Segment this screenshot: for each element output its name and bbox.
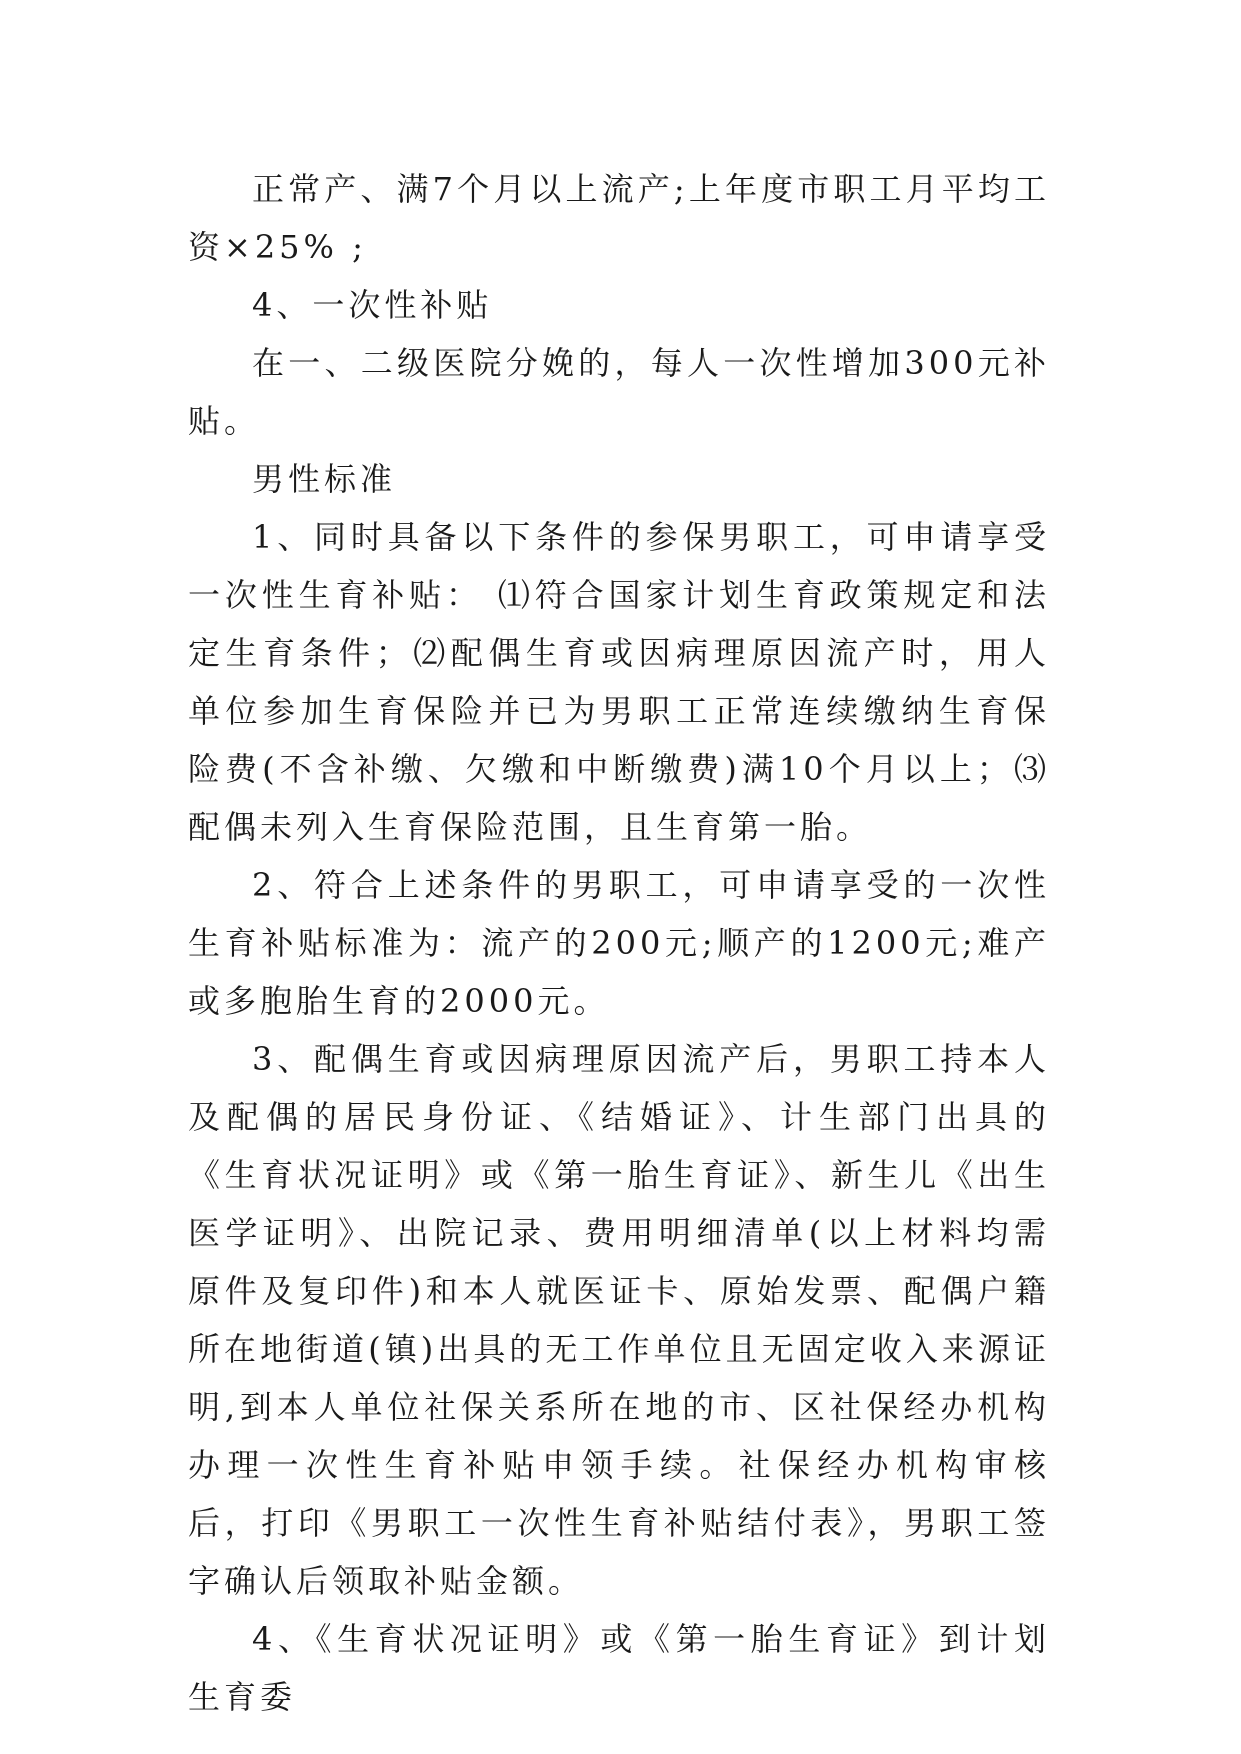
paragraph-normal-birth-allowance: 正常产、满7个月以上流产;上年度市职工月平均工资×25% ; xyxy=(188,170,1050,266)
heading-one-time-subsidy: 4、一次性补贴 xyxy=(252,286,493,324)
document-body xyxy=(188,160,1050,1726)
heading-male-standard: 男性标准 xyxy=(252,460,397,498)
paragraph-hospital-subsidy: 在一、二级医院分娩的，每人一次性增加300元补贴。 xyxy=(188,344,1050,440)
paragraph-male-subsidy-amounts: 2、符合上述条件的男职工，可申请享受的一次性生育补贴标准为：流产的200元;顺产的1200元;难产或多胞胎生育的2000元。 xyxy=(188,866,1050,1020)
paragraph-male-conditions: 1、同时具备以下条件的参保男职工，可申请享受一次性生育补贴： ⑴符合国家计划生育政策规定和法定生育条件；⑵配偶生育或因病理原因流产时，用人单位参加生育保险并已为男职工正常连续缴纳生育保险费(不含补缴、欠缴和中断缴费)满10个月以上；⑶配偶未列入生育保险范围，且生育第一胎。 xyxy=(188,518,1050,846)
paragraph-application-procedure: 3、配偶生育或因病理原因流产后，男职工持本人及配偶的居民身份证、《结婚证》、计生部门出具的《生育状况证明》或《第一胎生育证》、新生儿《出生医学证明》、出院记录、费用明细清单(以上材料均需原件及复印件)和本人就医证卡、原始发票、配偶户籍所在地街道(镇)出具的无工作单位且无固定收入来源证明,到本人单位社保关系所在地的市、区社保经办机构办理一次性生育补贴申领手续。社保经办机构审核后，打印《男职工一次性生育补贴结付表》，男职工签字确认后领取补贴金额。 xyxy=(188,1040,1050,1600)
paragraph-certificate-note: 4、《生育状况证明》或《第一胎生育证》到计划生育委 xyxy=(188,1620,1050,1716)
